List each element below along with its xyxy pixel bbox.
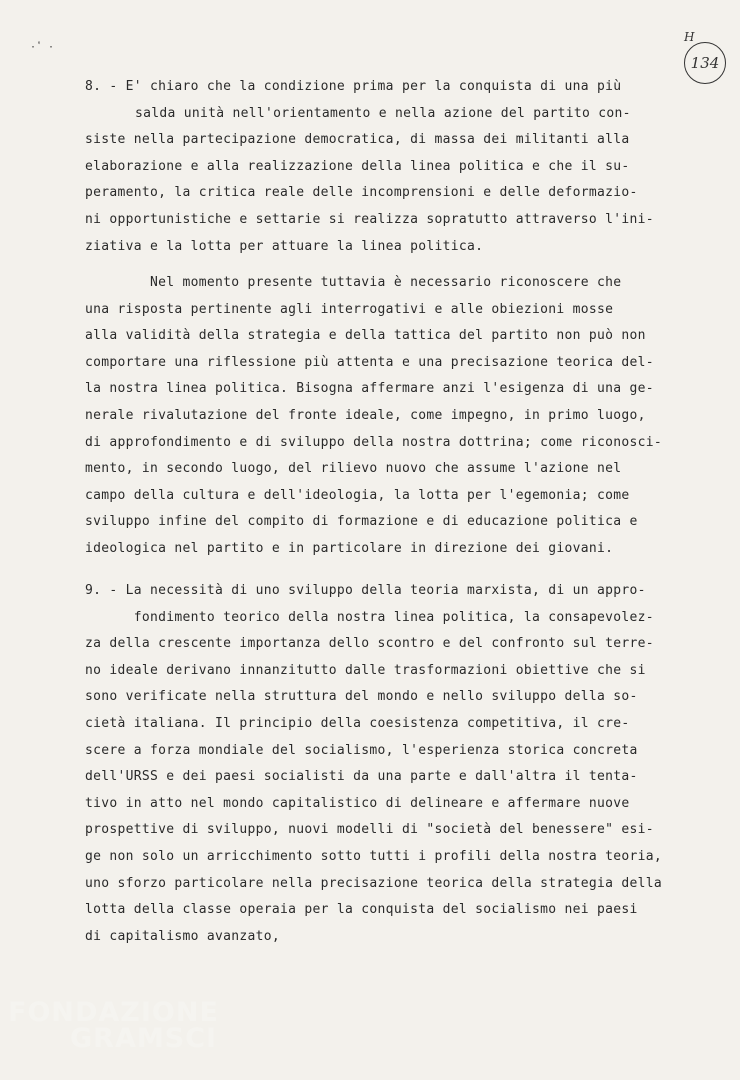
- text-line: sviluppo infine del compito di formazione e di educazione politica e: [85, 514, 638, 530]
- text-line: peramento, la critica reale delle incomprensioni e delle deformazio-: [85, 185, 638, 201]
- archive-watermark: [8, 997, 219, 1054]
- text-line: ni opportunistiche e settarie si realizza sopratutto attraverso l'ini-: [85, 211, 654, 227]
- text-line: sono verificate nella struttura del mondo e nello sviluppo della so-: [85, 689, 638, 705]
- watermark-line: GRAMSCI: [70, 1023, 218, 1054]
- text-line: dell'URSS e dei paesi socialisti da una parte e dall'altra il tenta-: [85, 769, 638, 785]
- section-8-paragraph: [85, 74, 713, 260]
- text-line: siste nella partecipazione democratica, di massa dei militanti alla: [85, 132, 630, 148]
- text-line: Nel momento presente tuttavia è necessario riconoscere che: [85, 275, 622, 290]
- text-line: nerale rivalutazione del fronte ideale, come impegno, in primo luogo,: [85, 407, 646, 423]
- text-line: za della crescente importanza dello scontro e del confronto sul terre-: [85, 636, 654, 652]
- text-line: tivo in atto nel mondo capitalistico di delineare e affermare nuove: [85, 795, 630, 811]
- text-line: no ideale derivano innanzitutto dalle trasformazioni obiettive che si: [85, 662, 646, 678]
- text-line: lotta della classe operaia per la conquista del socialismo nei paesi: [85, 902, 638, 918]
- text-line: scere a forza mondiale del socialismo, l'esperienza storica concreta: [85, 742, 638, 758]
- text-line: 8. - E' chiaro che la condizione prima per la conquista di una più: [85, 79, 622, 94]
- text-line: elaborazione e alla realizzazione della linea politica e che il su-: [85, 158, 630, 174]
- watermark-line: FONDAZIONE: [8, 997, 219, 1028]
- text-line: comportare una riflessione più attenta e una precisazione teorica del-: [85, 354, 654, 370]
- page-number: 134: [690, 54, 720, 72]
- text-line: una risposta pertinente agli interrogativi e alle obiezioni mosse: [85, 301, 614, 317]
- text-line: fondimento teorico della nostra linea politica, la consapevolez-: [85, 609, 654, 625]
- section-8-continuation-paragraph: [85, 270, 713, 563]
- text-line: cietà italiana. Il principio della coesistenza competitiva, il cre-: [85, 715, 630, 731]
- text-line: 9. - La necessità di uno sviluppo della teoria marxista, di un appro-: [85, 583, 646, 598]
- text-line: prospettive di sviluppo, nuovi modelli di "società del benessere" esi-: [85, 822, 654, 838]
- text-line: mento, in secondo luogo, del rilievo nuovo che assume l'azione nel: [85, 461, 622, 477]
- text-line: ziativa e la lotta per attuare la linea politica.: [85, 238, 484, 254]
- text-line: ideologica nel partito e in particolare in direzione dei giovani.: [85, 540, 614, 556]
- text-line: di capitalismo avanzato,: [85, 928, 281, 944]
- section-9-paragraph: [85, 578, 713, 950]
- text-line: la nostra linea politica. Bisogna affermare anzi l'esigenza di una ge-: [85, 381, 654, 397]
- text-line: uno sforzo particolare nella precisazione teorica della strategia della: [85, 875, 662, 891]
- text-line: ge non solo un arricchimento sotto tutti i profili della nostra teoria,: [85, 848, 662, 864]
- text-line: di approfondimento e di sviluppo della nostra dottrina; come riconosci-: [85, 434, 662, 450]
- text-line: campo della cultura e dell'ideologia, la lotta per l'egemonia; come: [85, 487, 630, 503]
- paper-specks: ·ʽ ·: [30, 42, 55, 53]
- text-line: alla validità della strategia e della tattica del partito non può non: [85, 328, 646, 344]
- page-mark-tick: H: [684, 30, 695, 44]
- text-line: salda unità nell'orientamento e nella azione del partito con-: [135, 105, 631, 121]
